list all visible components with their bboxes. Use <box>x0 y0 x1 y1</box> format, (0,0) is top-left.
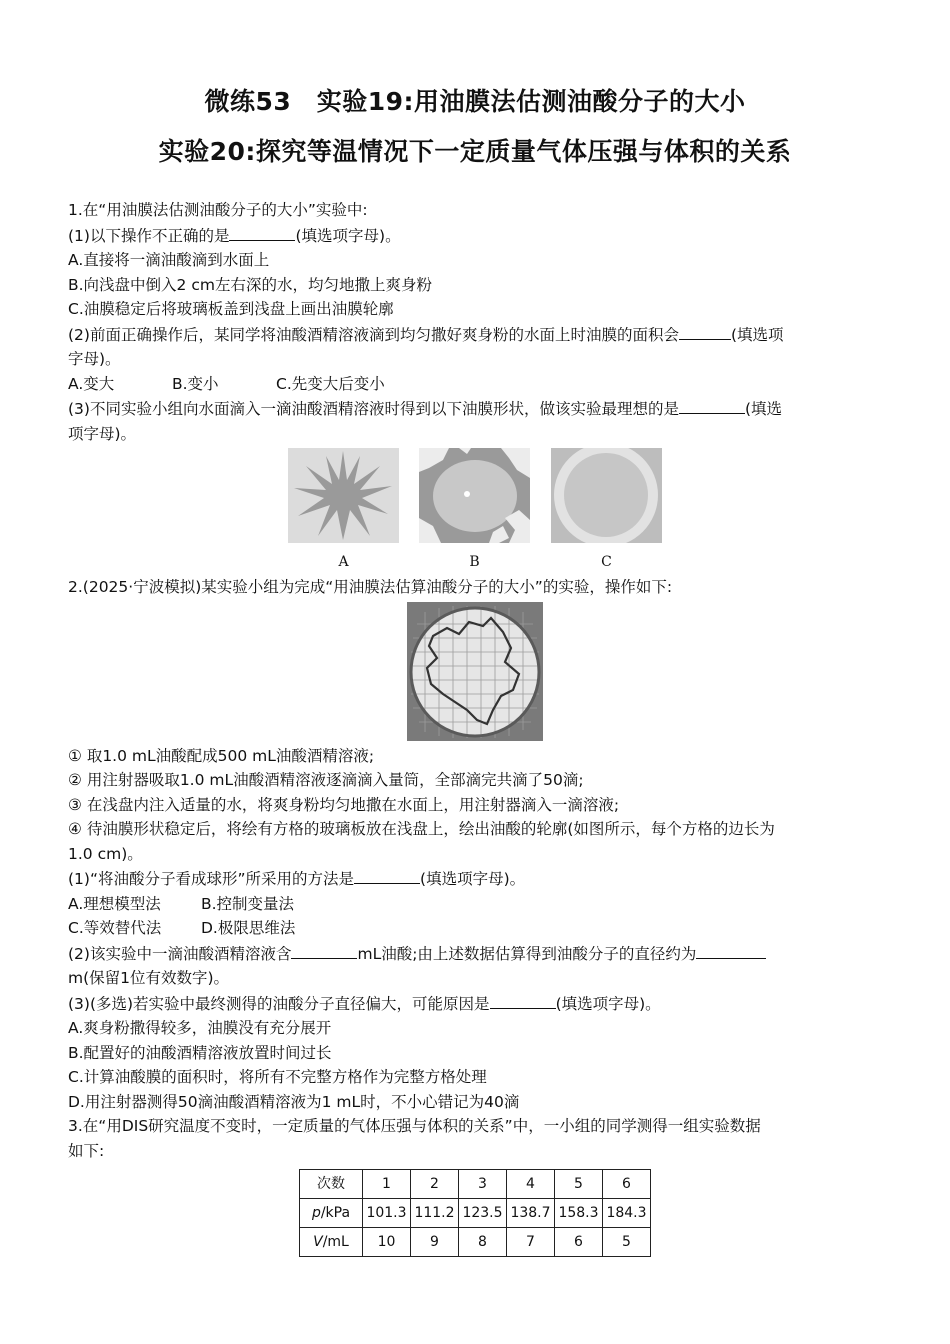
q1-p1-option-a: A.直接将一滴油酸滴到水面上 <box>68 251 270 269</box>
table-cell: 1 <box>363 1170 411 1199</box>
oil-film-figures <box>68 448 870 575</box>
q2-p3-option-c: C.计算油酸膜的面积时，将所有不完整方格作为完整方格处理 <box>68 1068 487 1086</box>
q3-stem: 3.在“用DIS研究温度不变时，一定质量的气体压强与体积的关系”中，一小组的同学测得一组实验数据 <box>68 1117 761 1135</box>
q1-part2-text: (2)前面正确操作后，某同学将油酸酒精溶液滴到均匀撒好爽身粉的水面上时油膜的面积会 <box>68 325 679 344</box>
table-cell: 184.3 <box>603 1199 651 1228</box>
q1-p2-options <box>68 372 870 397</box>
answer-blank <box>490 991 556 1009</box>
q2-part2-cont: m(保留1位有效数字)。 <box>68 969 230 987</box>
table-cell: 9 <box>411 1228 459 1257</box>
table-cell: 3 <box>459 1170 507 1199</box>
q2-p3-option-d: D.用注射器测得50滴油酸酒精溶液为1 mL时，不小心错记为40滴 <box>68 1092 520 1111</box>
table-cell: 8 <box>459 1228 507 1257</box>
q1-p1-option-c: C.油膜稳定后将玻璃板盖到浅盘上画出油膜轮廓 <box>68 300 394 318</box>
q1-part1 <box>68 223 870 249</box>
table-cell: 123.5 <box>459 1199 507 1228</box>
q2-part3-text: (3)(多选)若实验中最终测得的油酸分子直径偏大，可能原因是 <box>68 994 490 1013</box>
figure-a-star-film <box>288 448 399 543</box>
title-line-1: 微练53 实验19:用油膜法估测油酸分子的大小 <box>204 87 746 116</box>
table-cell: 4 <box>507 1170 555 1199</box>
table-row <box>300 1228 651 1257</box>
q2-part3 <box>68 991 870 1017</box>
figure-label-b: B <box>469 554 480 570</box>
q1-part3-text: (3)不同实验小组向水面滴入一滴油酸酒精溶液时得到以下油膜形状，做该实验最理想的是 <box>68 400 679 418</box>
q1-part2 <box>68 322 870 348</box>
table-header-cell: 次数 <box>300 1170 363 1199</box>
q2-p1-options-row1 <box>68 892 870 917</box>
q1-part1-text: (1)以下操作不正确的是 <box>68 226 230 245</box>
table-cell: 10 <box>363 1228 411 1257</box>
pressure-volume-table <box>299 1169 651 1257</box>
q1-p2-option-b: B.变小 <box>172 374 219 393</box>
q2-p1-option-a: A.理想模型法 <box>68 894 161 913</box>
grid-photo <box>407 602 543 741</box>
table-row <box>300 1199 651 1228</box>
table-cell: 101.3 <box>363 1199 411 1228</box>
q2-p3-option-a: A.爽身粉撒得较多，油膜没有充分展开 <box>68 1019 332 1037</box>
figure-label-a: A <box>338 554 349 570</box>
grid-oil-film-figure <box>68 602 870 744</box>
q1-part3-cont: 项字母)。 <box>68 424 137 443</box>
q2-part3-suffix: (填选项字母)。 <box>555 994 661 1013</box>
table-cell: 6 <box>555 1228 603 1257</box>
data-table-wrapper <box>68 1169 870 1257</box>
volume-unit: /mL <box>322 1233 349 1250</box>
q2-part2-mid: mL油酸;由上述数据估算得到油酸分子的直径约为 <box>357 944 697 963</box>
q2-p3-option-b: B.配置好的油酸酒精溶液放置时间过长 <box>68 1043 332 1062</box>
table-row <box>300 1170 651 1199</box>
answer-blank <box>696 941 766 959</box>
answer-blank <box>354 866 420 884</box>
table-cell: 111.2 <box>411 1199 459 1228</box>
q2-p1-option-b: B.控制变量法 <box>201 894 295 913</box>
table-cell: 7 <box>507 1228 555 1257</box>
q2-part1-suffix: (填选项字母)。 <box>420 870 526 888</box>
q3-stem-cont: 如下: <box>68 1141 105 1160</box>
answer-blank <box>291 941 357 959</box>
q2-part2 <box>68 941 870 967</box>
q2-stem: 2.(2025·宁波模拟)某实验小组为完成“用油膜法估算油酸分子的大小”的实验，操作如下: <box>68 578 673 596</box>
table-header-cell <box>300 1228 363 1257</box>
volume-symbol: V <box>313 1233 323 1250</box>
q2-step-1: ① 取1.0 mL油酸配成500 mL油酸酒精溶液; <box>68 746 375 765</box>
table-cell: 5 <box>603 1228 651 1257</box>
q2-step-3: ③ 在浅盘内注入适量的水，将爽身粉均匀地撒在水面上，用注射器滴入一滴溶液; <box>68 795 620 814</box>
q1-part1-suffix: (填选项字母)。 <box>295 226 401 245</box>
pressure-unit: /kPa <box>320 1204 351 1221</box>
q2-p1-option-d: D.极限思维法 <box>201 919 296 937</box>
table-cell: 6 <box>603 1170 651 1199</box>
q2-part2-text: (2)该实验中一滴油酸酒精溶液含 <box>68 944 292 963</box>
answer-blank <box>679 396 745 414</box>
q1-p1-option-b: B.向浅盘中倒入2 cm左右深的水，均匀地撒上爽身粉 <box>68 275 432 294</box>
table-cell: 138.7 <box>507 1199 555 1228</box>
answer-blank <box>229 223 295 241</box>
q1-part3 <box>68 396 870 422</box>
title-line-2: 实验20:探究等温情况下一定质量气体压强与体积的关系 <box>158 137 792 166</box>
q1-part2-suffix: (填选项 <box>730 325 784 344</box>
figure-c-round-film <box>551 448 662 543</box>
figure-label-c: C <box>601 554 612 570</box>
q2-step-4-cont: 1.0 cm)。 <box>68 844 143 863</box>
q1-part2-cont: 字母)。 <box>68 350 121 368</box>
table-cell: 158.3 <box>555 1199 603 1228</box>
q1-stem: 1.在“用油膜法估测油酸分子的大小”实验中: <box>68 201 368 219</box>
figure-b-patchy-film <box>419 448 530 543</box>
answer-blank <box>679 322 731 340</box>
q1-p2-option-c: C.先变大后变小 <box>276 374 385 393</box>
table-cell: 2 <box>411 1170 459 1199</box>
q2-step-4: ④ 待油膜形状稳定后，将绘有方格的玻璃板放在浅盘上，绘出油酸的轮廓(如图所示，每个方格的边长为 <box>68 820 775 838</box>
q2-p1-options-row2 <box>68 916 870 941</box>
table-header-cell <box>300 1199 363 1228</box>
q2-step-2: ② 用注射器吸取1.0 mL油酸酒精溶液逐滴滴入量筒，全部滴完共滴了50滴; <box>68 771 584 789</box>
q1-part3-suffix: (填选 <box>744 400 783 418</box>
q2-part1 <box>68 866 870 892</box>
q1-p2-option-a: A.变大 <box>68 374 115 393</box>
table-cell: 5 <box>555 1170 603 1199</box>
q2-p1-option-c: C.等效替代法 <box>68 919 162 937</box>
pressure-symbol: p <box>311 1204 321 1221</box>
q2-part1-text: (1)“将油酸分子看成球形”所采用的方法是 <box>68 870 355 888</box>
content <box>68 198 870 1257</box>
